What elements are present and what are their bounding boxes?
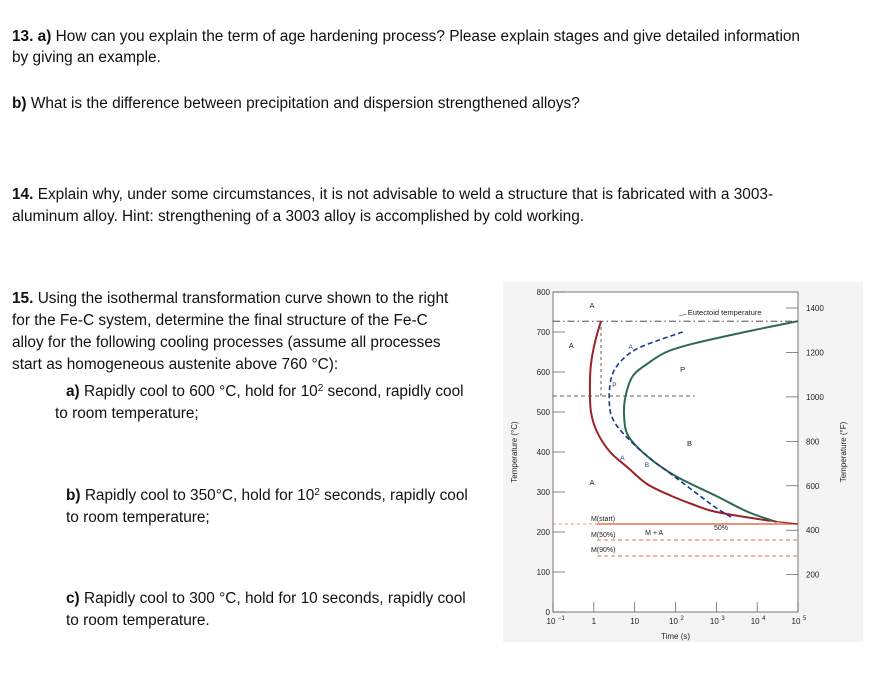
annotation-label: A — [589, 301, 595, 310]
q13a-number: 13. a) — [12, 28, 52, 45]
x-tick-label: 10 — [791, 617, 801, 626]
y-tick-label-c: 400 — [536, 448, 550, 457]
annotation-label: A — [620, 455, 625, 462]
annotation-label: 50% — [713, 525, 728, 532]
q15b-exponent: 2 — [314, 487, 320, 498]
annotation-label: A — [628, 343, 633, 351]
x-tick-exponent: 5 — [803, 616, 807, 622]
q15a — [66, 381, 464, 402]
annotation-label: M + A — [645, 529, 664, 537]
x-tick-label: 10 — [546, 617, 556, 626]
q13a-text: How can you explain the term of age hardening process? Please explain stages and give detailed information — [55, 28, 800, 45]
question-13a — [12, 26, 800, 47]
x-tick-exponent: −1 — [558, 616, 565, 622]
q13b-number: b) — [12, 95, 27, 112]
y-tick-label-f: 1400 — [806, 304, 824, 313]
annotation-label: B — [686, 439, 692, 448]
q13b-text: What is the difference between precipitation and dispersion strengthened alloys? — [30, 95, 580, 112]
y-tick-label-c: 700 — [536, 328, 550, 337]
q15b — [66, 485, 468, 506]
y-tick-label-c: 500 — [536, 408, 550, 417]
y-tick-label-c: 600 — [536, 368, 550, 377]
x-tick-label: 10 — [630, 617, 640, 626]
question-15-line2 — [12, 310, 428, 331]
q15a-text-end: second, rapidly cool — [323, 383, 464, 400]
x-tick-exponent: 3 — [721, 616, 725, 622]
q15-text-line3: alloy for the following cooling processes (assume all processes — [12, 334, 441, 351]
x-tick-label: 10 — [669, 617, 678, 626]
q14-number: 14. — [12, 186, 34, 203]
question-15-line3 — [12, 332, 441, 353]
x-tick-label: 10 — [709, 617, 719, 626]
q15-text-line4: start as homogeneous austenite above 760 °C): — [12, 356, 339, 373]
y-tick-label-f: 600 — [806, 481, 820, 491]
x-tick-exponent: 4 — [762, 616, 766, 622]
question-14-line2 — [12, 206, 584, 227]
y-tick-label-f: 400 — [806, 526, 820, 536]
q15c-label: c) — [66, 590, 80, 607]
x-axis-label: Time (s) — [660, 632, 691, 641]
q15b-text-line2: to room temperature; — [66, 509, 210, 526]
x-tick-label: 10 — [750, 617, 760, 626]
x-tick-label: 1 — [591, 617, 597, 626]
question-15-line4 — [12, 354, 338, 375]
y-tick-label-f: 800 — [806, 437, 820, 447]
y-axis-label-right: Temperature (°F) — [839, 421, 848, 483]
question-15-line1 — [12, 288, 448, 309]
y-tick-label-f: 200 — [806, 570, 820, 580]
annotation-label: A — [589, 477, 595, 487]
q15c-text-line2: to room temperature. — [66, 612, 210, 629]
q15-text-line1: Using the isothermal transformation curve shown to the right — [37, 290, 449, 307]
annotation-label: B — [644, 461, 650, 469]
annotation-label: A — [568, 341, 574, 350]
y-tick-label-c: 200 — [536, 528, 550, 537]
annotation-label: Eutectoid temperature — [687, 308, 762, 318]
q15-number: 15. — [12, 290, 34, 307]
ttt-diagram — [503, 282, 863, 642]
q13a-text-line2: by giving an example. — [12, 49, 161, 66]
y-tick-label-f: 1000 — [806, 392, 824, 402]
q15a-line2 — [55, 403, 199, 424]
y-axis-label-left: Temperature (°C) — [510, 421, 519, 483]
y-tick-label-c: 100 — [536, 568, 550, 577]
q15c-text: Rapidly cool to 300 °C, hold for 10 seconds, rapidly cool — [83, 590, 466, 607]
question-13b — [12, 93, 580, 114]
annotation-label: P — [680, 365, 686, 374]
question-14 — [12, 184, 773, 205]
q15a-label: a) — [66, 383, 80, 400]
y-tick-label-c: 0 — [545, 608, 550, 617]
q15a-text-line2: to room temperature; — [55, 405, 199, 422]
q15a-text: Rapidly cool to 600 °C, hold for 10 — [83, 383, 318, 400]
q14-text-line2: aluminum alloy. Hint: strengthening of a 3003 alloy is accomplished by cold working. — [12, 208, 585, 225]
y-tick-label-f: 1200 — [806, 348, 824, 358]
q15b-label: b) — [66, 487, 81, 504]
q14-text: Explain why, under some circumstances, it is not advisable to weld a structure that is fabricated with a 3003- — [37, 186, 774, 203]
annotation-label: P — [612, 382, 617, 390]
q15b-text: Rapidly cool to 350°C, hold for 10 — [84, 487, 315, 504]
q15c-line2 — [66, 610, 210, 631]
q15b-line2 — [66, 507, 210, 528]
question-13a-line2 — [12, 47, 161, 68]
x-tick-exponent: 2 — [680, 616, 684, 622]
plot-area — [553, 292, 798, 612]
annotation-label: M(50%) — [590, 531, 616, 539]
annotation-label: M(90%) — [590, 547, 616, 554]
annotation-label: M(start) — [590, 515, 616, 523]
q15b-text-end: seconds, rapidly cool — [319, 487, 468, 504]
y-tick-label-c: 300 — [536, 488, 550, 497]
q15-text-line2: for the Fe-C system, determine the final structure of the Fe-C — [12, 312, 428, 329]
q15c — [66, 588, 466, 609]
y-tick-label-c: 800 — [536, 288, 550, 297]
q15a-exponent: 2 — [317, 383, 324, 394]
